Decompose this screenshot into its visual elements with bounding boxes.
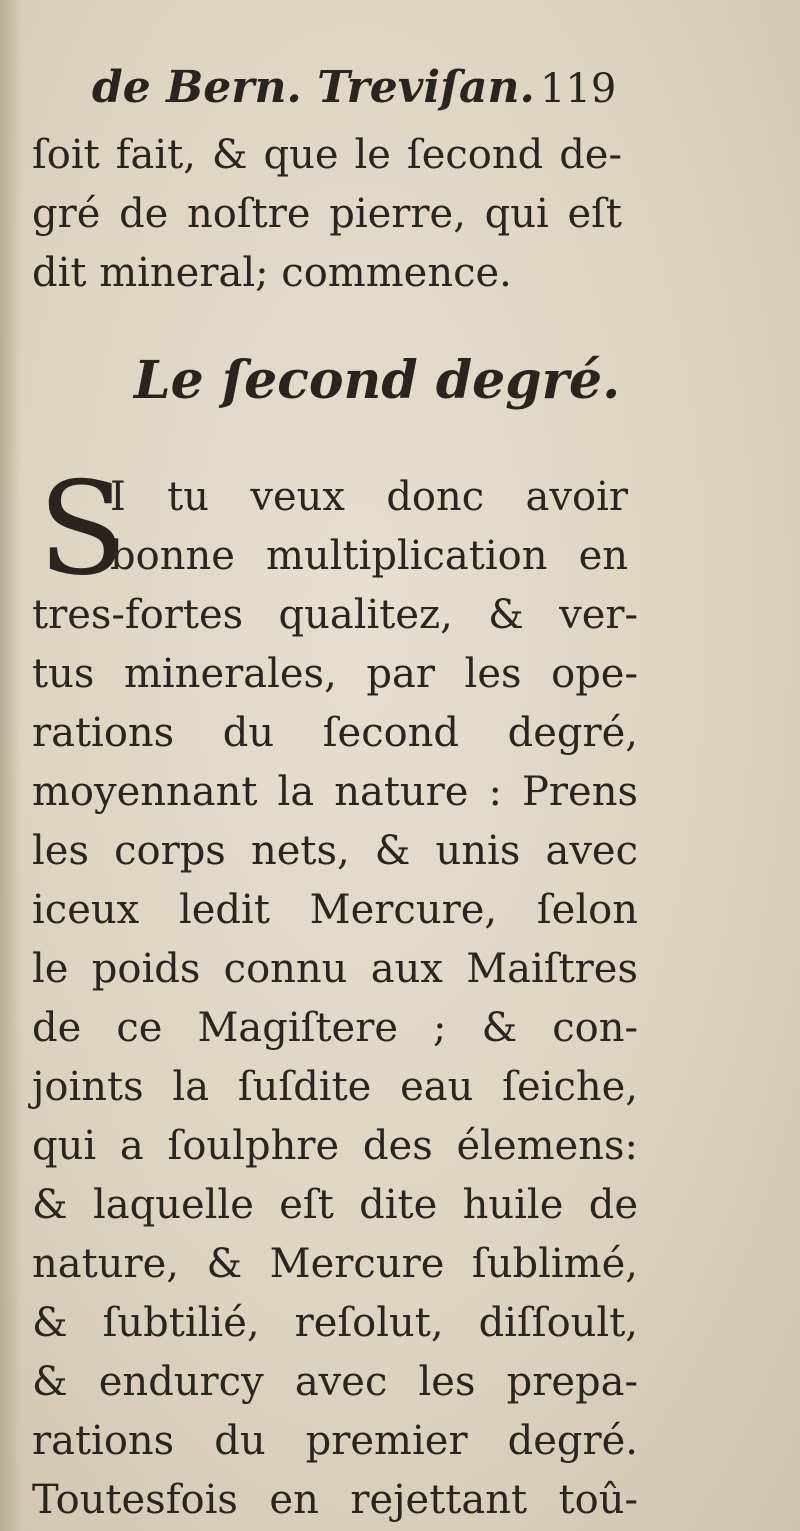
paragraph-body xyxy=(32,586,638,1530)
text-line: ſoit fait, & que le ſecond de- xyxy=(32,132,622,178)
text-line: tres-fortes qualitez, & ver- xyxy=(32,592,638,638)
text-line: nature, & Mercure ſublimé, xyxy=(32,1241,638,1287)
page-header xyxy=(92,62,632,122)
text-line: & endurcy avec les prepa- xyxy=(32,1359,638,1405)
text-line: le poids connu aux Maiſtres xyxy=(32,946,638,992)
text-line: joints la ſuſdite eau ſeiche, xyxy=(32,1064,638,1110)
opening-text-block xyxy=(32,126,622,303)
running-head: de Bern. Treviſan. xyxy=(92,62,535,113)
text-line: Toutesfois en rejettant toû- xyxy=(32,1477,638,1523)
drop-cap: S xyxy=(38,455,126,604)
text-line: de ce Magiſtere ; & con- xyxy=(32,1005,638,1051)
text-line: rations du premier degré. xyxy=(32,1418,638,1464)
text-line: bonne multiplication en xyxy=(110,533,628,579)
text-line: dit mineral; commence. xyxy=(32,250,512,296)
text-line: I tu veux donc avoir xyxy=(110,474,628,520)
text-line: & ſubtilié, reſolut, diſſoult, xyxy=(32,1300,638,1346)
page-gutter-shadow xyxy=(0,0,22,1531)
text-line: les corps nets, & unis avec xyxy=(32,828,638,874)
text-line: gré de noſtre pierre, qui eſt xyxy=(32,191,622,237)
text-line: iceux ledit Mercure, ſelon xyxy=(32,887,638,933)
first-paragraph-lines xyxy=(110,468,628,586)
page-number: 119 xyxy=(540,66,617,112)
text-line: tus minerales, par les ope- xyxy=(32,651,638,697)
section-heading: Le ſecond degré. xyxy=(134,350,621,411)
text-line: rations du ſecond degré, xyxy=(32,710,638,756)
text-line: qui a ſoulphre des élemens: xyxy=(32,1123,638,1169)
text-line: moyennant la nature : Prens xyxy=(32,769,638,815)
text-line: & laquelle eſt dite huile de xyxy=(32,1182,638,1228)
